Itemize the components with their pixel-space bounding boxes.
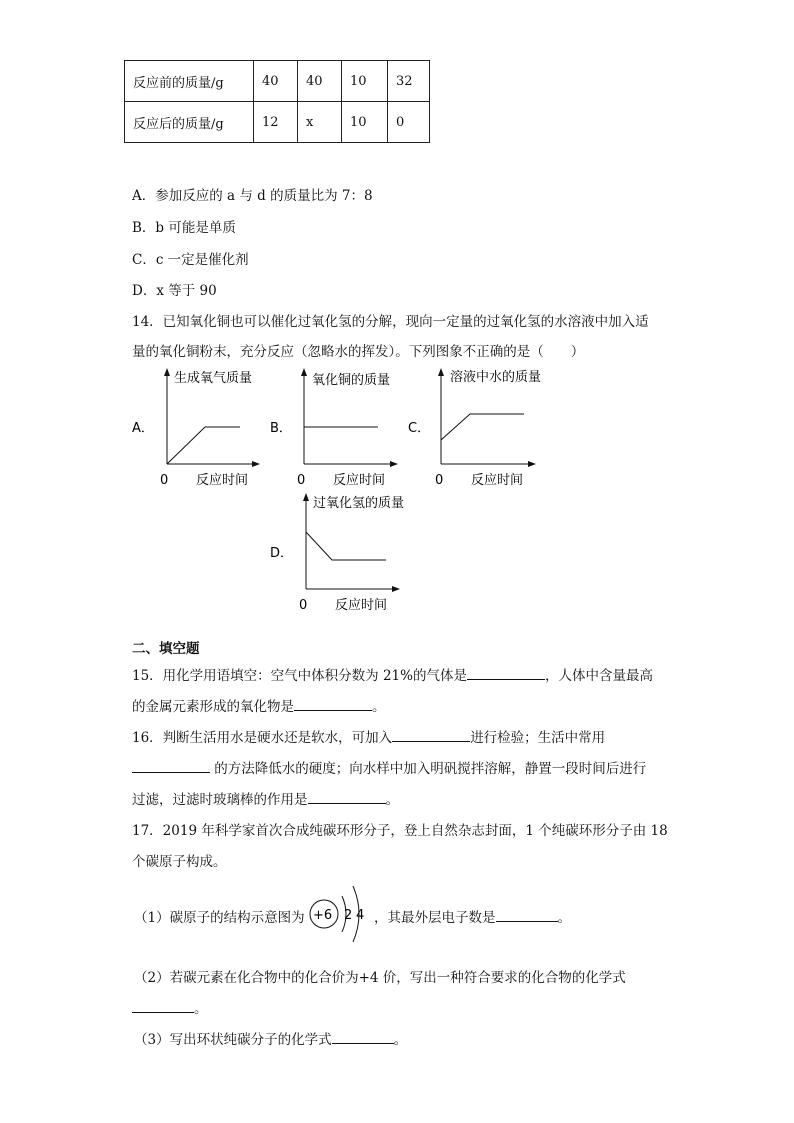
answer-blank[interactable] — [294, 696, 372, 711]
answer-blank[interactable] — [467, 665, 545, 680]
text: 。 — [385, 792, 399, 808]
table-cell: 40 — [254, 61, 298, 102]
answer-blank[interactable] — [132, 758, 210, 773]
y-axis-arrow — [164, 368, 170, 376]
graph-letter: B． — [270, 421, 292, 436]
q17-line2: 个碳原子构成。 — [132, 854, 227, 870]
curve — [306, 532, 386, 560]
x-axis-arrow — [390, 461, 398, 467]
table-cell: x — [298, 102, 342, 143]
table-row — [125, 61, 430, 102]
text: 16．判断生活用水是硬水还是软水，可加入 — [132, 730, 393, 746]
origin-label: 0 — [299, 598, 308, 613]
graph-letter: C． — [408, 421, 431, 436]
text: 。 — [194, 1001, 208, 1017]
x-axis-label: 反应时间 — [333, 473, 386, 488]
option-c: C．c 一定是催化剂 — [132, 252, 249, 268]
q15-line1 — [132, 664, 653, 684]
x-axis-arrow — [528, 461, 536, 467]
option-d: D．x 等于 90 — [132, 283, 217, 299]
q16-line2 — [132, 757, 646, 777]
q17-sub1-tail — [374, 906, 571, 926]
curve — [441, 414, 524, 440]
x-axis-label: 反应时间 — [335, 598, 388, 613]
q17-sub1-text: （1）碳原子的结构示意图为 — [134, 910, 305, 926]
option-b: B．b 可能是单质 — [132, 220, 236, 236]
x-axis-label: 反应时间 — [196, 473, 249, 488]
answer-blank[interactable] — [392, 727, 470, 742]
table-cell: 10 — [342, 102, 388, 143]
text: 。 — [393, 1032, 408, 1048]
nucleus-charge: +6 — [313, 908, 333, 923]
table-cell: 12 — [254, 102, 298, 143]
table-cell: 32 — [388, 61, 430, 102]
section-title: 二、填空题 — [132, 641, 200, 657]
graph-a — [128, 360, 268, 490]
table-cell: 反应前的质量/g — [125, 61, 254, 102]
graph-c — [404, 360, 554, 490]
y-axis-label: 生成氧气质量 — [174, 371, 253, 386]
q15-line2 — [132, 695, 386, 715]
carbon-atom-diagram — [305, 876, 377, 952]
q16-line3 — [132, 788, 399, 808]
option-a: A．参加反应的 a 与 d 的质量比为 7：8 — [132, 188, 373, 204]
q14-text-line1: 14．已知氧化铜也可以催化过氧化氢的分解，现向一定量的过氧化氢的水溶液中加入适 — [132, 314, 649, 330]
q16-line1 — [132, 726, 605, 746]
answer-blank[interactable] — [496, 907, 558, 922]
origin-label: 0 — [435, 473, 444, 488]
graph-letter: A． — [132, 421, 154, 436]
text: （3）写出环状纯碳分子的化学式 — [134, 1032, 332, 1048]
answer-blank[interactable] — [332, 1029, 394, 1044]
mass-table — [124, 60, 430, 143]
y-axis-arrow — [301, 368, 307, 376]
q17-sub3 — [134, 1028, 407, 1048]
table-cell: 0 — [388, 102, 430, 143]
q14-text-line2: 量的氧化铜粉末，充分反应（忽略水的挥发）。下列图象不正确的是（ ） — [132, 344, 585, 360]
text: 。 — [557, 910, 571, 926]
x-axis-arrow — [252, 461, 260, 467]
answer-blank[interactable] — [132, 998, 194, 1013]
origin-label: 0 — [297, 473, 306, 488]
q17-sub2-answer — [132, 997, 208, 1017]
text: ，人体中含量最高 — [544, 668, 653, 684]
y-axis-label: 溶液中水的质量 — [450, 370, 542, 385]
origin-label: 0 — [160, 473, 169, 488]
text: 。 — [372, 699, 386, 715]
shell-1-electrons: 2 — [344, 908, 353, 923]
y-axis-label: 氧化铜的质量 — [312, 373, 391, 388]
graph-b — [266, 360, 406, 490]
curve — [167, 427, 240, 464]
text: 过滤，过滤时玻璃棒的作用是 — [132, 792, 308, 808]
table-row — [125, 102, 430, 143]
text: 15．用化学用语填空：空气中体积分数为 21%的气体是 — [132, 668, 467, 684]
graph-letter: D． — [270, 546, 294, 561]
text: 进行检验；生活中常用 — [470, 730, 606, 746]
text: ，其最外层电子数是 — [374, 910, 496, 926]
y-axis-label: 过氧化氢的质量 — [313, 496, 405, 511]
shell-2-electrons: 4 — [356, 908, 365, 923]
y-axis-arrow — [303, 493, 309, 501]
text: 的金属元素形成的氧化物是 — [132, 699, 294, 715]
table-cell: 10 — [342, 61, 388, 102]
q17-line1: 17．2019 年科学家首次合成纯碳环形分子，登上自然杂志封面，1 个纯碳环形分子由 18 — [132, 823, 668, 839]
graph-d — [266, 485, 426, 615]
y-axis-arrow — [438, 368, 444, 376]
table-cell: 40 — [298, 61, 342, 102]
x-axis-label: 反应时间 — [471, 473, 524, 488]
table-cell: 反应后的质量/g — [125, 102, 254, 143]
answer-blank[interactable] — [308, 789, 386, 804]
q17-sub2-text: （2）若碳元素在化合物中的化合价为+4 价，写出一种符合要求的化合物的化学式 — [134, 970, 626, 986]
text: 的方法降低水的硬度；向水样中加入明矾搅拌溶解，静置一段时间后进行 — [210, 761, 647, 777]
x-axis-arrow — [392, 586, 400, 592]
